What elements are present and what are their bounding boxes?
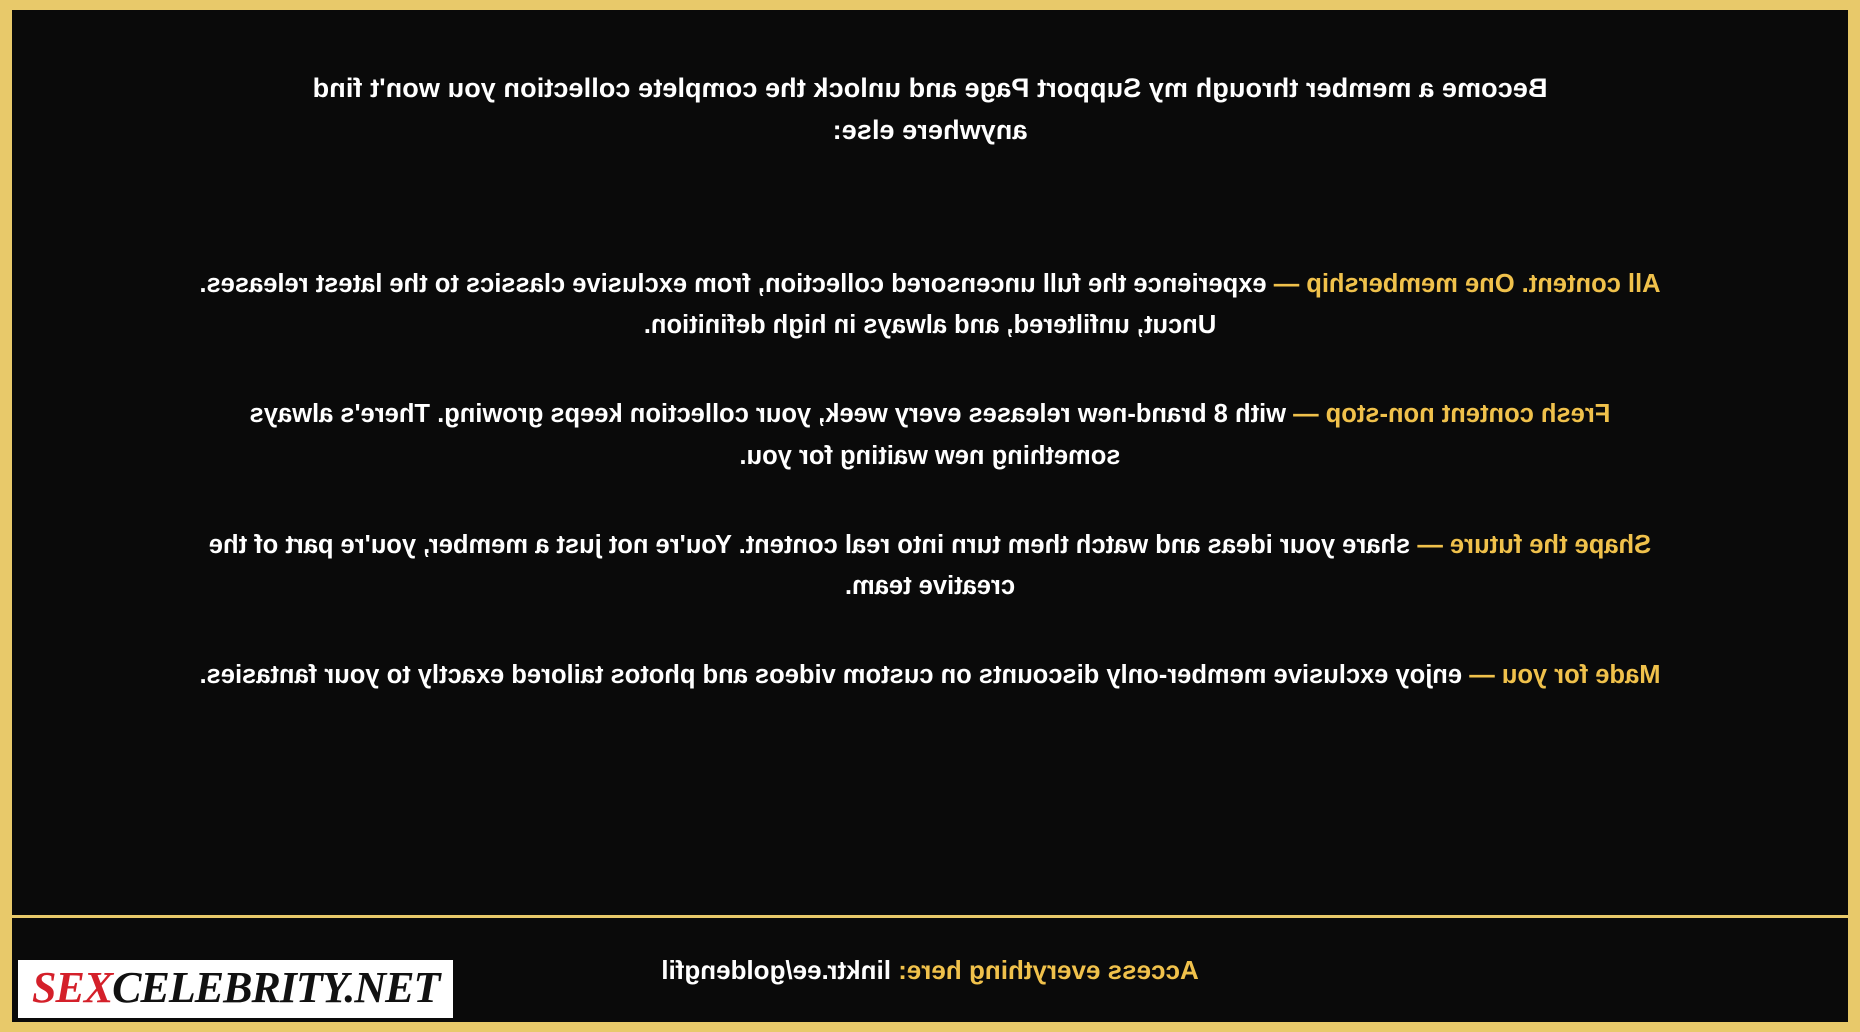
benefit-lead-made-for-you: Made for you — <box>1469 661 1661 690</box>
benefit-text-fresh-content: with 8 brand-new releases every week, your collection keeps growing. There's always something new waiting for you. <box>249 400 1294 470</box>
benefit-lead-fresh-content: Fresh content non-stop — <box>1293 400 1611 429</box>
access-link-line[interactable] <box>661 955 1199 986</box>
access-link[interactable]: linktr.ee/goldengfil <box>661 954 891 985</box>
site-watermark <box>18 960 453 1018</box>
benefits-list <box>72 264 1788 697</box>
benefit-lead-all-content: All content. One membership — <box>1273 269 1661 298</box>
access-label: Access everything here: <box>898 954 1199 985</box>
list-item <box>195 394 1665 477</box>
watermark-part-b: CELEBRITY.NET <box>112 963 440 1012</box>
benefit-text-shape-future: share your ideas and watch them turn into real content. You're not just a member, you're part of the creative team. <box>208 530 1418 601</box>
list-item <box>195 655 1665 696</box>
benefit-text-all-content: experience the full uncensored collection, from exclusive classics to the latest releases. Uncut, unfiltered, and always in high definition. <box>199 269 1274 339</box>
promo-content <box>12 10 1848 915</box>
page-title: Become a member through my Support Page and unlock the complete collection you won't find anywhere else: <box>312 73 1548 145</box>
promo-card <box>12 10 1848 1022</box>
list-item <box>195 264 1665 347</box>
list-item <box>195 525 1665 608</box>
watermark-part-a: SEX <box>32 963 113 1012</box>
benefit-lead-shape-future: Shape the future — <box>1417 530 1652 559</box>
benefit-text-made-for-you: enjoy exclusive member-only discounts on custom videos and photos tailored exactly to your fantasies. <box>199 661 1470 690</box>
